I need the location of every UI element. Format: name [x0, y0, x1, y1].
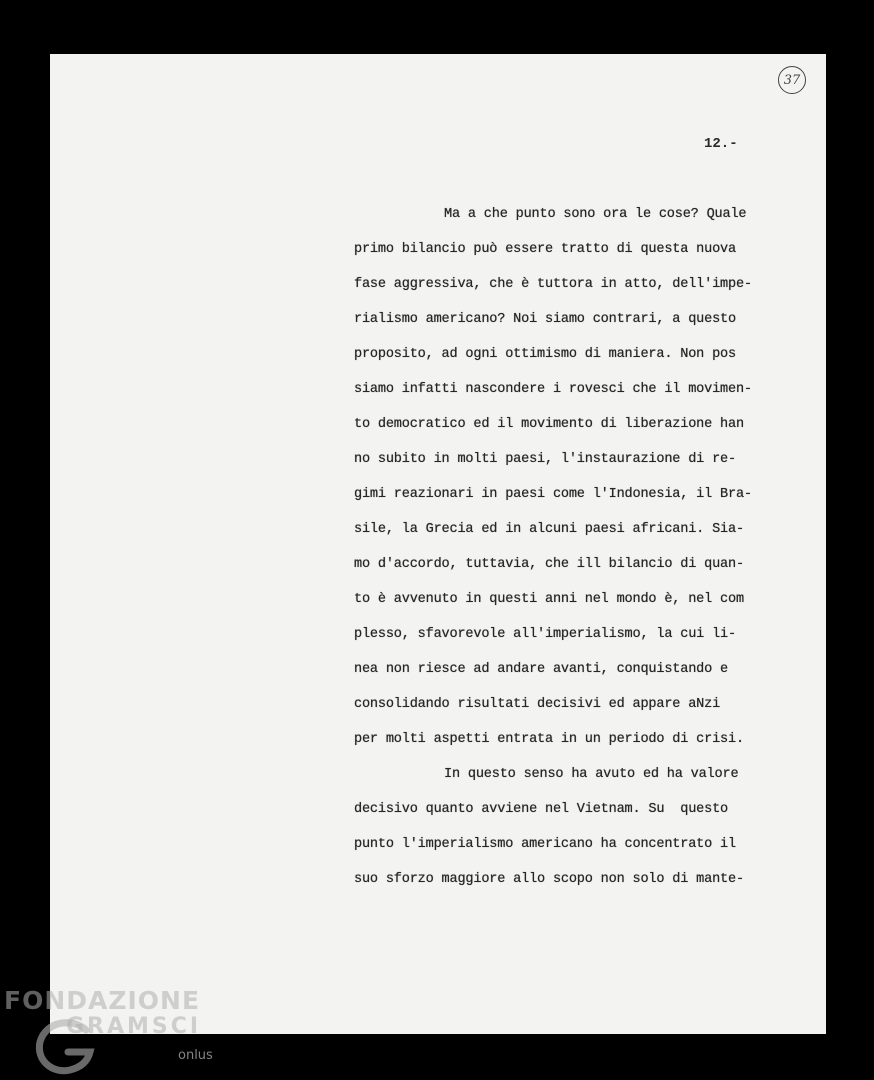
text-line-17: In questo senso ha avuto ed ha valore [444, 767, 739, 782]
text-line-10: sile, la Grecia ed in alcuni paesi africani. Sia- [354, 522, 744, 537]
archive-number-stamp: 37 [778, 66, 806, 94]
text-line-7: to democratico ed il movimento di liberazione han [354, 417, 744, 432]
text-line-14: nea non riesce ad andare avanti, conquistando e [354, 662, 729, 677]
text-line-13: plesso, sfavorevole all'imperialismo, la cui li- [354, 627, 736, 642]
text-line-8: no subito in molti paesi, l'instaurazione di re- [354, 452, 736, 467]
text-line-2: primo bilancio può essere tratto di questa nuova [354, 242, 736, 257]
text-line-19: punto l'imperialismo americano ha concentrato il [354, 837, 736, 852]
text-line-16: per molti aspetti entrata in un periodo di crisi. [354, 732, 744, 747]
watermark-gramsci: GRAMSCI [66, 1014, 202, 1039]
fondazione-gramsci-watermark [4, 986, 244, 1080]
text-line-3: fase aggressiva, che è tuttora in atto, dell'impe- [354, 277, 752, 292]
text-line-20: suo sforzo maggiore allo scopo non solo di mante- [354, 872, 744, 887]
watermark-onlus: onlus [178, 1048, 213, 1063]
text-line-6: siamo infatti nascondere i rovesci che il movimen- [354, 382, 752, 397]
text-line-4: rialismo americano? Noi siamo contrari, a questo [354, 312, 736, 327]
document-page [50, 54, 826, 1034]
page-number: 12.- [704, 136, 738, 152]
text-line-15: consolidando risultati decisivi ed appare aNzi [354, 697, 721, 712]
text-line-12: to è avvenuto in questi anni nel mondo è, nel com [354, 592, 744, 607]
text-line-1: Ma a che punto sono ora le cose? Quale [444, 207, 747, 222]
text-line-11: mo d'accordo, tuttavia, che ill bilancio di quan- [354, 557, 744, 572]
text-line-5: proposito, ad ogni ottimismo di maniera. Non pos [354, 347, 736, 362]
text-line-9: gimi reazionari in paesi come l'Indonesia, il Bra- [354, 487, 752, 502]
text-line-18: decisivo quanto avviene nel Vietnam. Su questo [354, 802, 729, 817]
watermark-fondazione: FONDAZIONE [4, 986, 201, 1015]
